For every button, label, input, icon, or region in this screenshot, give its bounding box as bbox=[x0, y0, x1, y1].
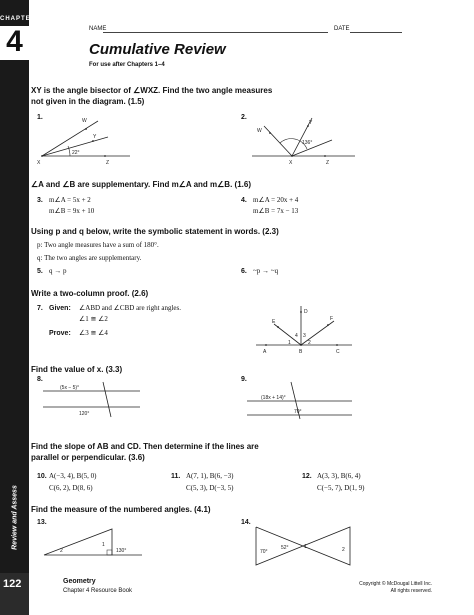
problem-1-number: 1. bbox=[37, 114, 43, 121]
fig2-label-z: Z bbox=[326, 160, 330, 166]
fig13-angle-130: 130° bbox=[116, 548, 127, 554]
problem-10-number: 10. bbox=[37, 473, 47, 480]
figure-13 bbox=[42, 526, 152, 558]
problem-11-a: A(7, 1), B(6, −3) bbox=[186, 472, 234, 480]
fig7-angle-1: 1 bbox=[288, 340, 291, 346]
section6-instruction-2: parallel or perpendicular. (3.6) bbox=[31, 453, 145, 462]
fig1-label-z: Z bbox=[106, 160, 110, 166]
fig7-label-a: A bbox=[263, 349, 267, 355]
section1-instruction-2: not given in the diagram. (1.5) bbox=[31, 97, 145, 106]
footer-rights: All rights reserved. bbox=[390, 588, 432, 594]
figure-1 bbox=[30, 112, 140, 170]
problem-3-number: 3. bbox=[37, 197, 43, 204]
given-1: ∠ABD and ∠CBD are right angles. bbox=[79, 304, 181, 312]
figure-2 bbox=[250, 112, 360, 170]
fig1-angle: 22° bbox=[72, 150, 80, 156]
fig7-label-f: F bbox=[330, 316, 334, 322]
fig2-label-w: W bbox=[257, 128, 262, 134]
fig7-label-d: D bbox=[304, 309, 308, 315]
fig2-label-y: Y bbox=[309, 120, 313, 126]
problem-12-number: 12. bbox=[302, 473, 312, 480]
fig8-top-angle: (5x − 5)° bbox=[60, 385, 80, 391]
page-subtitle: For use after Chapters 1–4 bbox=[89, 62, 165, 68]
fig14-angle-2: 2 bbox=[342, 547, 345, 553]
problem-3-a: m∠A = 5x + 2 bbox=[49, 196, 91, 204]
fig7-angle-4: 4 bbox=[295, 333, 298, 339]
problem-6-number: 6. bbox=[241, 268, 247, 275]
problem-4-b: m∠B = 7x − 13 bbox=[253, 207, 299, 215]
section5-instruction: Find the value of x. (3.3) bbox=[31, 365, 123, 374]
fig9-bottom-angle: 70° bbox=[294, 409, 302, 415]
section6-instruction: Find the slope of AB and CD. Then determine if the lines are bbox=[31, 442, 259, 451]
fig14-angle-70: 70° bbox=[260, 549, 268, 555]
chapter-number: 4 bbox=[6, 25, 23, 58]
fig1-label-x: X bbox=[37, 160, 41, 166]
footer-copyright: Copyright © McDougal Littell Inc. bbox=[359, 581, 432, 587]
statement-p: p: Two angle measures have a sum of 180°. bbox=[37, 241, 159, 249]
chapter-label: CHAPTER bbox=[0, 16, 37, 22]
problem-8-number: 8. bbox=[37, 376, 43, 383]
fig13-angle-2: 2 bbox=[60, 548, 63, 554]
problem-5: q → p bbox=[49, 267, 67, 275]
fig2-angle: 136° bbox=[302, 140, 313, 146]
fig9-top-angle: (18x + 14)° bbox=[261, 395, 286, 401]
statement-q: q: The two angles are supplementary. bbox=[37, 254, 142, 262]
date-label: DATE bbox=[334, 26, 350, 32]
problem-5-number: 5. bbox=[37, 268, 43, 275]
figure-7 bbox=[252, 304, 357, 359]
problem-13-number: 13. bbox=[37, 519, 47, 526]
problem-4-number: 4. bbox=[241, 197, 247, 204]
prove-statement: ∠3 ≅ ∠4 bbox=[79, 329, 108, 337]
section4-instruction: Write a two-column proof. (2.6) bbox=[31, 289, 149, 298]
section7-instruction: Find the measure of the numbered angles. (4.1) bbox=[31, 505, 211, 514]
problem-14-number: 14. bbox=[241, 519, 251, 526]
fig7-label-c: C bbox=[336, 349, 340, 355]
section2-instruction: ∠A and ∠B are supplementary. Find m∠A and m∠B. (1.6) bbox=[31, 180, 251, 189]
problem-11-b: C(5, 3), D(−3, 5) bbox=[186, 484, 234, 492]
problem-2-number: 2. bbox=[241, 114, 247, 121]
prove-label: Prove: bbox=[49, 330, 71, 337]
problem-9-number: 9. bbox=[241, 376, 247, 383]
problem-10-a: A(−3, 4), B(5, 0) bbox=[49, 472, 97, 480]
figure-8 bbox=[40, 380, 150, 420]
problem-4-a: m∠A = 20x + 4 bbox=[253, 196, 299, 204]
page-number: 122 bbox=[3, 578, 22, 590]
fig7-angle-2: 2 bbox=[308, 340, 311, 346]
figure-14 bbox=[254, 523, 354, 567]
fig7-label-e: E bbox=[272, 319, 276, 325]
section1-instruction: XY is the angle bisector of ∠WXZ. Find the two angle measures bbox=[31, 86, 273, 95]
fig7-angle-3: 3 bbox=[303, 333, 306, 339]
given-label: Given: bbox=[49, 305, 71, 312]
problem-12-b: C(−5, 7), D(1, 9) bbox=[317, 484, 365, 492]
date-line[interactable] bbox=[350, 32, 402, 33]
problem-12-a: A(3, 3), B(6, 4) bbox=[317, 472, 361, 480]
figure-9 bbox=[244, 380, 354, 420]
sidebar-text: Review and Assess bbox=[11, 485, 19, 550]
fig1-label-w: W bbox=[82, 118, 87, 124]
problem-10-b: C(6, 2), D(8, 6) bbox=[49, 484, 93, 492]
fig14-angle-1: 1 bbox=[304, 544, 307, 550]
fig2-label-x: X bbox=[289, 160, 293, 166]
problem-3-b: m∠B = 9x + 10 bbox=[49, 207, 95, 215]
footer-book: Geometry bbox=[63, 578, 96, 585]
footer-resource: Chapter 4 Resource Book bbox=[63, 588, 133, 594]
problem-6: ~p → ~q bbox=[253, 267, 279, 275]
section3-instruction: Using p and q below, write the symbolic statement in words. (2.3) bbox=[31, 227, 279, 236]
fig13-angle-1: 1 bbox=[102, 542, 105, 548]
problem-11-number: 11. bbox=[171, 473, 181, 480]
sidebar-tab bbox=[1, 484, 29, 564]
name-line[interactable] bbox=[103, 32, 328, 33]
fig8-bottom-angle: 120° bbox=[79, 411, 90, 417]
fig1-label-y: Y bbox=[93, 134, 97, 140]
given-2: ∠1 ≅ ∠2 bbox=[79, 315, 108, 323]
fig7-label-b: B bbox=[299, 349, 303, 355]
name-label: NAME bbox=[89, 26, 107, 32]
page-title: Cumulative Review bbox=[89, 41, 226, 58]
problem-7-number: 7. bbox=[37, 305, 43, 312]
fig14-angle-52: 52° bbox=[281, 545, 289, 551]
